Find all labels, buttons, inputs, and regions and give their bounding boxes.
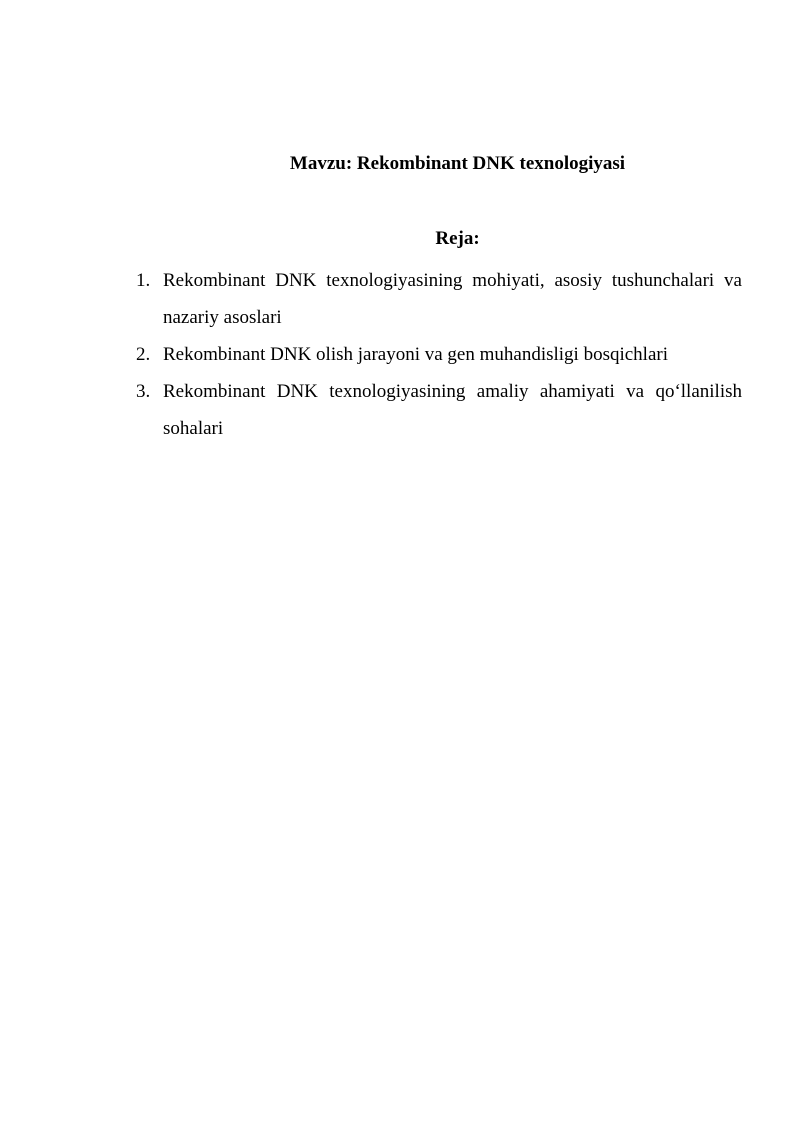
plan-item <box>136 336 742 373</box>
plan-item <box>136 262 742 336</box>
plan-item <box>136 373 742 447</box>
plan-heading: Reja: <box>435 228 480 249</box>
plan-item-text: Rekombinant DNK texnologiyasining amaliy ahamiyati va qo‘llanilish sohalari <box>163 381 742 439</box>
plan-list <box>136 262 742 447</box>
plan-item-text: Rekombinant DNK texnologiyasining mohiyati, asosiy tushunchalari va nazariy asoslari <box>163 270 742 328</box>
plan-item-text: Rekombinant DNK olish jarayoni va gen muhandisligi bosqichlari <box>163 344 669 365</box>
document-title: Mavzu: Rekombinant DNK texnologiyasi <box>289 153 626 174</box>
plan-item-number: 1. <box>136 270 151 291</box>
plan-item-number: 2. <box>136 344 151 365</box>
plan-item-number: 3. <box>136 381 151 402</box>
